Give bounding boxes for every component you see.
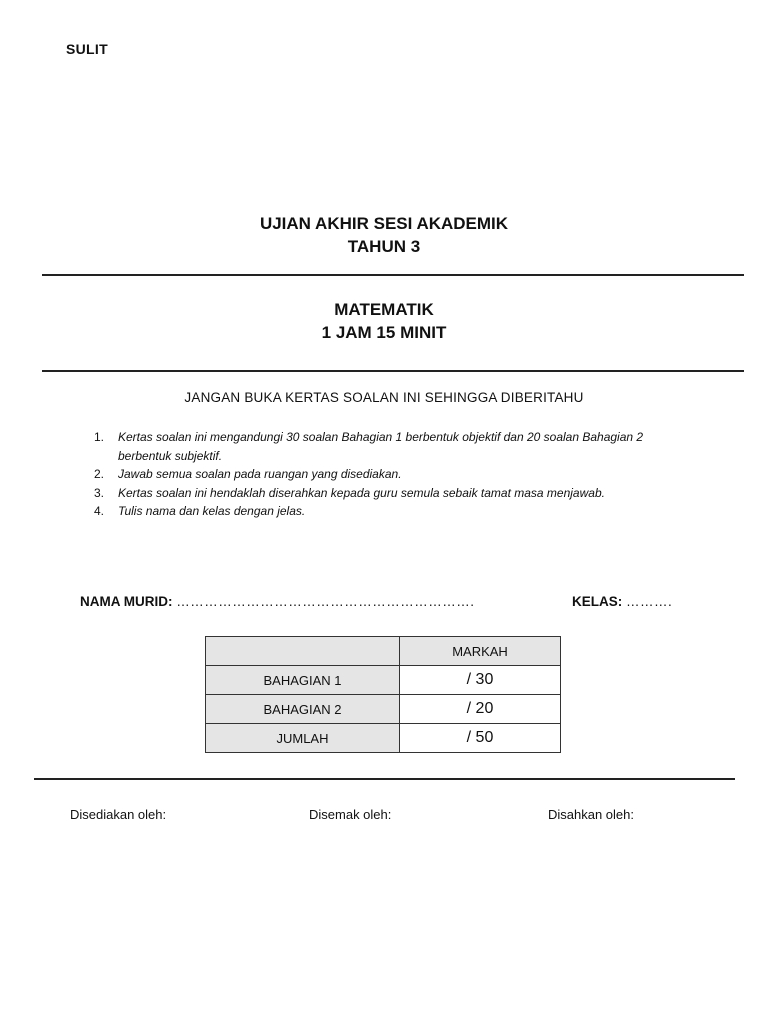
table-header-empty [206, 637, 400, 666]
student-name-field[interactable] [80, 594, 475, 609]
instruction-text: Kertas soalan ini mengandungi 30 soalan Bahagian 1 berbentuk objektif dan 20 soalan Bahagian 2 berbentuk subjektif. [118, 430, 644, 463]
signature-checked: Disemak oleh: [309, 807, 392, 822]
subject-block [0, 298, 768, 344]
table-row-label: BAHAGIAN 1 [206, 666, 400, 695]
marks-table [205, 636, 561, 753]
instruction-text: Tulis nama dan kelas dengan jelas. [118, 504, 306, 518]
table-row-score[interactable]: / 30 [400, 666, 561, 695]
instruction-item [94, 484, 684, 503]
table-row-label: BAHAGIAN 2 [206, 695, 400, 724]
classification-label: SULIT [66, 41, 108, 57]
warning-text: JANGAN BUKA KERTAS SOALAN INI SEHINGGA DIBERITAHU [184, 390, 584, 405]
instruction-number: 1. [94, 430, 105, 444]
subject-duration: 1 JAM 15 MINIT [321, 323, 447, 342]
instruction-text: Kertas soalan ini hendaklah diserahkan kepada guru semula sebaik tamat masa menjawab. [118, 485, 605, 500]
table-row-score[interactable]: / 50 [400, 724, 561, 753]
signature-prepared: Disediakan oleh: [70, 807, 167, 822]
signature-approved: Disahkan oleh: [548, 807, 634, 822]
instruction-number: 2. [94, 467, 105, 481]
exam-title-line1: UJIAN AKHIR SESI AKADEMIK [259, 214, 509, 233]
table-row [206, 724, 561, 753]
student-name-blank[interactable]: ………………………………………………………. [176, 594, 475, 609]
subject-name: MATEMATIK [334, 300, 434, 319]
table-row-label: JUMLAH [206, 724, 400, 753]
table-row [206, 695, 561, 724]
instruction-number: 4. [94, 504, 105, 518]
instruction-item [94, 428, 684, 465]
instruction-item [94, 465, 684, 484]
exam-title-line2: TAHUN 3 [347, 237, 421, 256]
table-header-markah: MARKAH [400, 637, 561, 666]
student-name-label: NAMA MURID: [80, 594, 173, 609]
instructions-list [94, 428, 684, 521]
divider-top [42, 274, 744, 276]
student-class-blank[interactable]: ………. [626, 594, 673, 609]
table-header-row [206, 637, 561, 666]
table-row-score[interactable]: / 20 [400, 695, 561, 724]
table-row [206, 666, 561, 695]
divider-bottom [34, 778, 735, 780]
instruction-item [94, 502, 684, 521]
divider-middle [42, 370, 744, 372]
instruction-number: 3. [94, 485, 105, 500]
student-class-field[interactable] [572, 594, 672, 609]
instruction-text: Jawab semua soalan pada ruangan yang disediakan. [118, 467, 402, 481]
student-class-label: KELAS: [572, 594, 623, 609]
exam-title [0, 212, 768, 258]
